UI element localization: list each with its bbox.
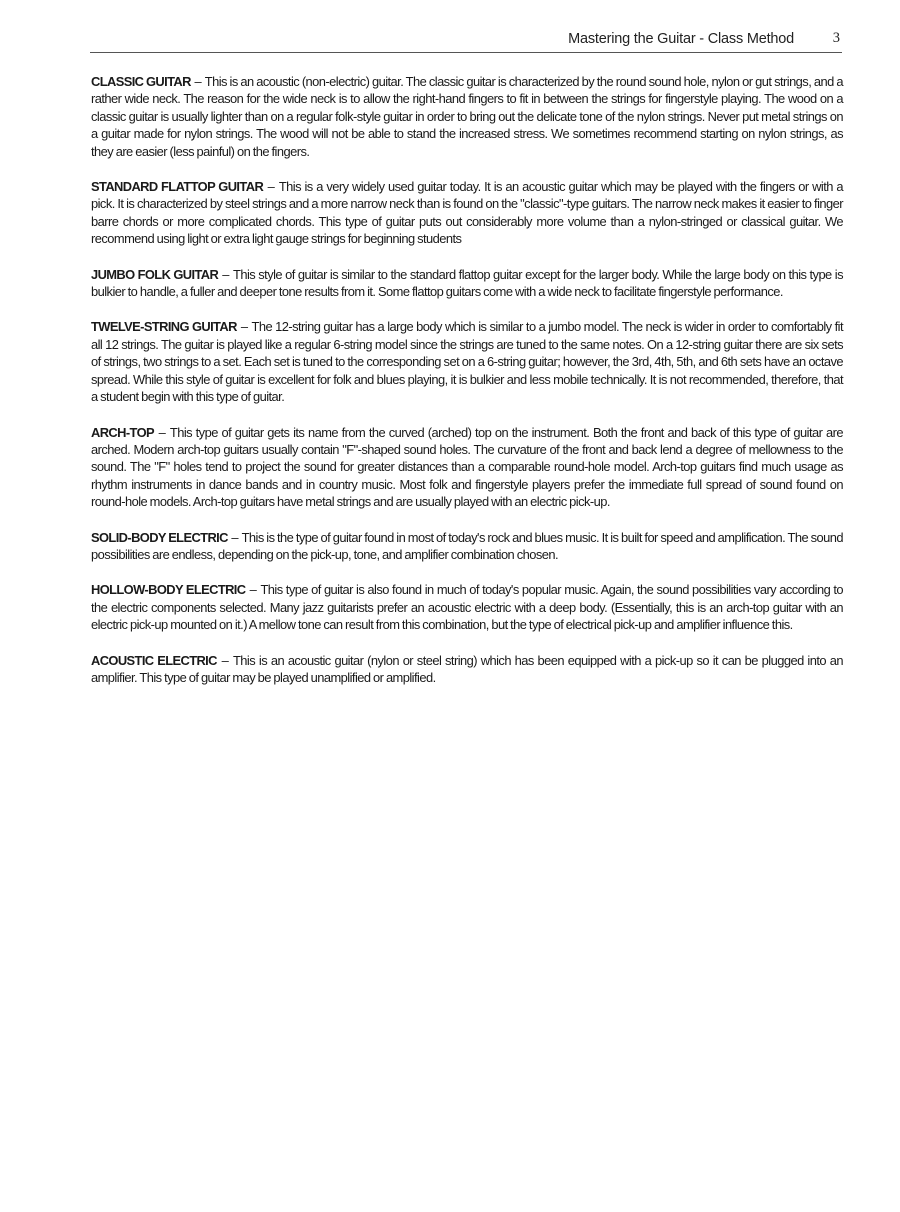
entry-term: ARCH-TOP bbox=[91, 424, 154, 440]
entry-dash: – bbox=[264, 179, 278, 195]
entry-text: This is a very widely used guitar today. It is an acoustic guitar which may be played with the fingers or with a pick. It is characterized by steel strings and a more narrow neck than is found on the "classic"-type guitars. The narrow neck makes it easier to finger barre chords or more complicated chords. This type of guitar puts out considerably more volume than a nylon-stringed or classical guitar. We recommend using light or extra light gauge strings for beginning students bbox=[91, 179, 843, 247]
entry-dash: – bbox=[237, 319, 251, 335]
entry-text: This style of guitar is similar to the standard flattop guitar except for the larger body. While the large body on this type is bulkier to handle, a fuller and deeper tone results from it. Some flattop guitars come with a wide neck to facilitate fingerstyle performance. bbox=[91, 266, 843, 300]
entry-dash: – bbox=[228, 529, 241, 545]
entry-text: This type of guitar is also found in much of today's popular music. Again, the sound possibilities vary according to the electric components selected. Many jazz guitarists prefer an acoustic electric with a deep body. (Essentially, this is an arch-top guitar with an electric pick-up mounted on it.) A mellow tone can result from this combination, but the type of electrical pick-up and amplifier influence this. bbox=[91, 582, 844, 633]
entry-term: SOLID-BODY ELECTRIC bbox=[91, 529, 228, 545]
entry-dash: – bbox=[217, 652, 232, 668]
running-title: Mastering the Guitar - Class Method bbox=[568, 31, 794, 47]
entry-twelve-string-guitar bbox=[91, 318, 843, 405]
entry-term: CLASSIC GUITAR bbox=[91, 74, 191, 89]
entry-classic-guitar bbox=[91, 73, 843, 160]
entry-arch-top bbox=[91, 424, 843, 511]
entry-standard-flattop-guitar bbox=[91, 178, 843, 248]
entry-text: The 12-string guitar has a large body which is similar to a jumbo model. The neck is wider in order to comfortably fit all 12 strings. The guitar is played like a regular 6-string model since the strings are tuned to the same notes. On a 12-string guitar there are six sets of strings, two strings to a set. Each set is tuned to the corresponding set on a 6-string guitar; however, the 3rd, 4th, 5th, and 6th sets have an octave spread. While this style of guitar is excellent for folk and blues playing, it is bulkier and less mobile technically. It is not recommended, therefore, that a student begin with this type of guitar. bbox=[91, 319, 843, 405]
entry-dash: – bbox=[246, 582, 260, 598]
entry-acoustic-electric bbox=[91, 652, 843, 687]
entry-dash: – bbox=[191, 74, 204, 89]
page-header bbox=[90, 30, 842, 53]
entry-text: This type of guitar gets its name from the curved (arched) top on the instrument. Both the front and back of this type of guitar are arched. Modern arch-top guitars usually contain "F"-shaped sound holes. The curvature of the front and back lend a degree of mellowness to the sound. The "F" holes tend to project the sound for greater distances than a comparable round-hole model. Arch-top guitars find much usage as rhythm instruments in dance bands and in country music. Most folk and fingerstyle players prefer the immediate full spread of sound found on round-hole models. Arch-top guitars have metal strings and are usually played with an electric pick-up. bbox=[91, 424, 843, 510]
entry-term: TWELVE-STRING GUITAR bbox=[91, 319, 237, 335]
entry-text: This is the type of guitar found in most of today's rock and blues music. It is built for speed and amplification. The sound possibilities are endless, depending on the pick-up, tone, and amplifier combination chosen. bbox=[91, 529, 843, 562]
entry-term: ACOUSTIC ELECTRIC bbox=[91, 652, 217, 668]
entry-text: This is an acoustic guitar (nylon or steel string) which has been equipped with a pick-up so it can be plugged into an amplifier. This type of guitar may be played unamplified or amplified. bbox=[91, 652, 843, 685]
entry-dash: – bbox=[219, 266, 233, 282]
entry-hollow-body-electric bbox=[91, 581, 843, 633]
entry-term: STANDARD FLATTOP GUITAR bbox=[91, 179, 264, 195]
entry-solid-body-electric bbox=[91, 529, 843, 564]
entry-text: This is an acoustic (non-electric) guitar. The classic guitar is characterized by the round sound hole, nylon or gut strings, and a rather wide neck. The reason for the wide neck is to allow the right-hand fingers to fit in between the strings for fingerstyle playing. The wood on a classic guitar is usually lighter than on a regular folk-style guitar in order to bring out the delicate tone of the nylon strings. Never put metal strings on a guitar made for nylon strings. The wood will not be able to stand the increased stress. We sometimes recommend starting on nylon strings, as they are easier (less painful) on the fingers. bbox=[91, 74, 843, 159]
entry-term: JUMBO FOLK GUITAR bbox=[91, 266, 219, 282]
entry-term: HOLLOW-BODY ELECTRIC bbox=[91, 582, 246, 598]
guitar-types-list bbox=[91, 73, 843, 704]
page-number: 3 bbox=[832, 30, 840, 46]
entry-jumbo-folk-guitar bbox=[91, 266, 843, 301]
entry-dash: – bbox=[155, 424, 169, 440]
